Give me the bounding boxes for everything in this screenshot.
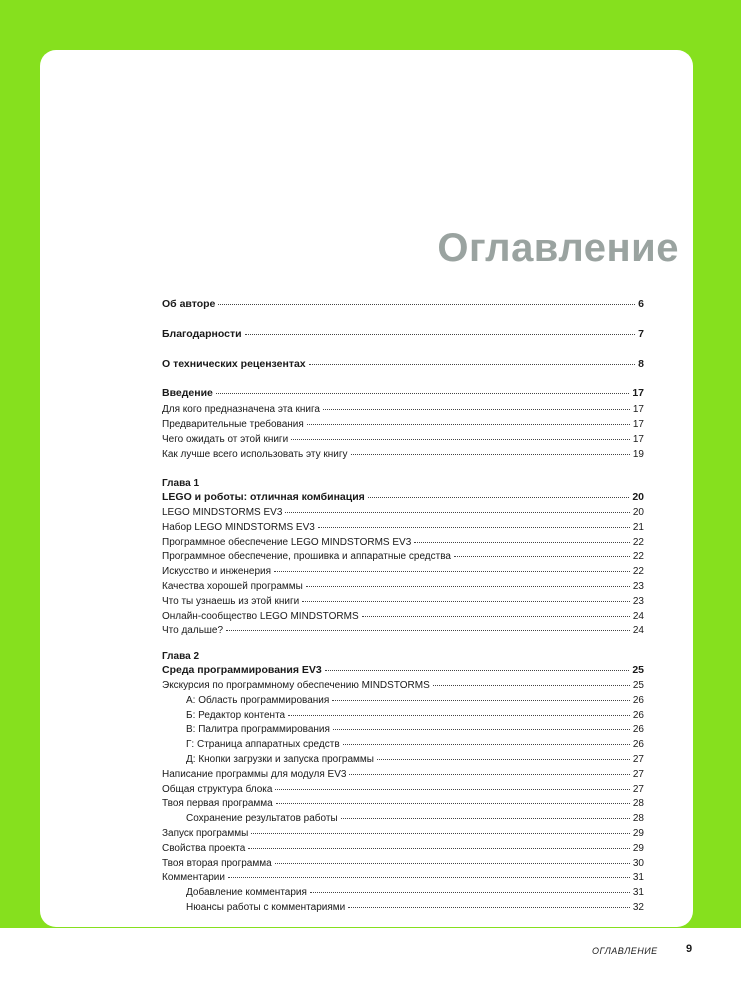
dot-leader <box>226 630 630 631</box>
toc-entry-page: 22 <box>632 536 644 548</box>
toc-entry-label: Что дальше? <box>162 625 224 637</box>
toc-entry[interactable] <box>162 768 644 781</box>
footer-section-label: ОГЛАВЛЕНИЕ <box>592 946 658 956</box>
dot-leader <box>309 364 636 365</box>
toc-entry-page: 29 <box>632 828 644 839</box>
toc-entry-page: 20 <box>632 491 644 503</box>
toc-entry-label: Г: Страница аппаратных средств <box>186 739 340 751</box>
dot-leader <box>377 759 630 760</box>
toc-entry-label: Нюансы работы с комментариями <box>186 902 346 913</box>
dot-leader <box>348 907 630 908</box>
dot-leader <box>288 715 630 716</box>
toc-entry-label: В: Палитра программирования <box>186 724 330 736</box>
toc-entry-page: 24 <box>632 625 644 637</box>
dot-leader <box>414 542 630 543</box>
toc-entry-page: 25 <box>632 680 644 691</box>
toc-entry[interactable] <box>162 433 644 446</box>
toc-entry[interactable] <box>162 797 644 810</box>
toc-entry[interactable] <box>162 418 644 431</box>
toc-entry-label: Сохранение результатов работы <box>186 813 338 825</box>
dot-leader <box>291 439 630 440</box>
dot-leader <box>275 863 630 864</box>
toc-entry[interactable] <box>162 842 644 855</box>
toc-entry-page: 7 <box>638 328 644 340</box>
dot-leader <box>325 670 630 671</box>
toc-entry-label: Общая структура блока <box>162 783 273 795</box>
dot-leader <box>341 818 630 819</box>
toc-entry[interactable] <box>162 709 644 722</box>
toc-entry-label: Искусство и инженерия <box>162 566 272 578</box>
dot-leader <box>323 409 630 410</box>
toc-entry-label: Введение <box>162 387 213 399</box>
dot-leader <box>333 729 630 730</box>
toc-entry-label: Чего ожидать от этой книги <box>162 434 289 445</box>
toc-entry[interactable] <box>162 753 644 766</box>
toc-entry-page: 24 <box>632 610 644 622</box>
toc-entry-label: Что ты узнаешь из этой книги <box>162 595 300 607</box>
toc-entry[interactable] <box>162 506 644 519</box>
toc-entry[interactable] <box>162 565 644 578</box>
toc-entry-label: Д: Кнопки загрузки и запуска программы <box>186 754 374 765</box>
toc-entry[interactable] <box>162 580 644 593</box>
toc-entry-page: 22 <box>632 566 644 578</box>
dot-leader <box>306 586 630 587</box>
toc-entry[interactable] <box>162 448 644 461</box>
dot-leader <box>351 454 630 455</box>
toc-entry[interactable] <box>162 738 644 751</box>
toc-entry-page: 8 <box>638 358 644 370</box>
dot-leader <box>274 571 630 572</box>
dot-leader <box>302 601 630 602</box>
toc-entry-label: Для кого предназначена эта книга <box>162 404 320 415</box>
toc-entry-page: 22 <box>632 551 644 563</box>
toc-entry-label: Онлайн-сообщество LEGO MINDSTORMS <box>162 610 359 622</box>
toc-entry-label: LEGO и роботы: отличная комбинация <box>162 491 365 503</box>
toc-heading-entry[interactable] <box>162 328 644 341</box>
toc-entry[interactable] <box>162 901 644 914</box>
toc-entry-page: 17 <box>632 387 644 399</box>
toc-entry-label: Качества хорошей программы <box>162 581 303 592</box>
toc-entry-label: Б: Редактор контента <box>186 709 286 721</box>
toc-entry[interactable] <box>162 610 644 623</box>
toc-entry-label: О технических рецензентах <box>162 358 306 370</box>
dot-leader <box>307 424 630 425</box>
dot-leader <box>318 527 630 528</box>
toc-entry[interactable] <box>162 857 644 870</box>
toc-entry-page: 23 <box>632 581 644 592</box>
toc-entry-page: 26 <box>632 724 644 736</box>
dot-leader <box>275 789 629 790</box>
chapter-number: Глава 2 <box>162 651 200 662</box>
dot-leader <box>276 803 630 804</box>
toc-entry-page: 20 <box>632 507 644 518</box>
toc-entry-label: Об авторе <box>162 298 216 310</box>
toc-entry-page: 23 <box>632 595 644 607</box>
toc-entry-label: Благодарности <box>162 328 242 340</box>
toc-heading-entry[interactable] <box>162 298 644 311</box>
toc-entry-page: 29 <box>632 842 644 854</box>
toc-entry[interactable] <box>162 679 644 692</box>
toc-entry-label: Как лучше всего использовать эту книгу <box>162 449 348 460</box>
toc-entry-page: 6 <box>638 298 644 310</box>
toc-entry-page: 32 <box>632 902 644 913</box>
toc-entry[interactable] <box>162 403 644 416</box>
toc-entry-page: 21 <box>632 521 644 533</box>
toc-entry-label: Комментарии <box>162 872 225 884</box>
toc-entry-page: 17 <box>632 404 644 415</box>
toc-entry-label: Твоя вторая программа <box>162 857 272 869</box>
toc-entry-page: 31 <box>632 887 644 899</box>
dot-leader <box>310 892 630 893</box>
toc-entry-label: Запуск программы <box>162 828 249 839</box>
toc-entry-label: Предварительные требования <box>162 419 304 430</box>
toc-entry-page: 19 <box>632 449 644 460</box>
toc-entry[interactable] <box>162 521 644 534</box>
toc-entry-page: 25 <box>632 664 644 676</box>
toc-entry[interactable] <box>162 595 644 608</box>
toc-heading-entry[interactable] <box>162 358 644 371</box>
toc-entry-page: 17 <box>632 419 644 430</box>
toc-entry[interactable] <box>162 812 644 825</box>
toc-entry-page: 28 <box>632 813 644 825</box>
dot-leader <box>251 833 630 834</box>
toc-entry-label: Свойства проекта <box>162 842 246 854</box>
chapter-number: Глава 1 <box>162 478 200 489</box>
toc-entry-label: Набор LEGO MINDSTORMS EV3 <box>162 521 315 533</box>
dot-leader <box>285 512 629 513</box>
toc-entry-page: 27 <box>632 768 644 780</box>
toc-entry[interactable] <box>162 550 644 563</box>
dot-leader <box>245 334 636 335</box>
toc-entry-page: 27 <box>632 754 644 765</box>
toc-entry[interactable] <box>162 783 644 796</box>
dot-leader <box>248 848 630 849</box>
toc-entry-page: 27 <box>632 783 644 795</box>
toc-entry-page: 17 <box>632 434 644 445</box>
toc-entry-label: Экскурсия по программному обеспечению MINDSTORMS <box>162 680 430 691</box>
toc-entry[interactable] <box>162 624 644 637</box>
toc-entry-label: Написание программы для модуля EV3 <box>162 768 347 780</box>
toc-entry-label: Добавление комментария <box>186 887 307 899</box>
dot-leader <box>218 304 635 305</box>
toc-entry[interactable] <box>162 723 644 736</box>
toc-entry-page: 31 <box>632 872 644 884</box>
toc-entry[interactable] <box>162 536 644 549</box>
dot-leader <box>362 616 630 617</box>
toc-entry[interactable] <box>162 694 644 707</box>
dot-leader <box>343 744 630 745</box>
toc-entry-page: 30 <box>632 857 644 869</box>
toc-entry-label: Твоя первая программа <box>162 798 273 810</box>
toc-entry-page: 28 <box>632 798 644 810</box>
toc-entry-page: 26 <box>632 694 644 706</box>
toc-entry-label: А: Область программирования <box>186 694 330 706</box>
dot-leader <box>349 774 629 775</box>
toc-entry-page: 26 <box>632 709 644 721</box>
toc-entry-label: Программное обеспечение LEGO MINDSTORMS EV3 <box>162 536 412 548</box>
page-title: Оглавление <box>437 226 679 270</box>
toc-entry[interactable] <box>162 871 644 884</box>
dot-leader <box>228 877 630 878</box>
dot-leader <box>454 556 630 557</box>
toc-entry-page: 26 <box>632 739 644 751</box>
toc-heading-entry[interactable] <box>162 664 644 677</box>
footer-page-number: 9 <box>686 943 693 955</box>
toc-entry[interactable] <box>162 827 644 840</box>
dot-leader <box>332 700 630 701</box>
toc-entry-label: LEGO MINDSTORMS EV3 <box>162 507 283 518</box>
toc-entry[interactable] <box>162 886 644 899</box>
toc-entry-label: Среда программирования EV3 <box>162 664 322 676</box>
toc-entry-label: Программное обеспечение, прошивка и аппаратные средства <box>162 551 451 563</box>
dot-leader <box>368 497 630 498</box>
toc-heading-entry[interactable] <box>162 491 644 504</box>
dot-leader <box>433 685 630 686</box>
dot-leader <box>216 393 629 394</box>
toc-heading-entry[interactable] <box>162 387 644 400</box>
